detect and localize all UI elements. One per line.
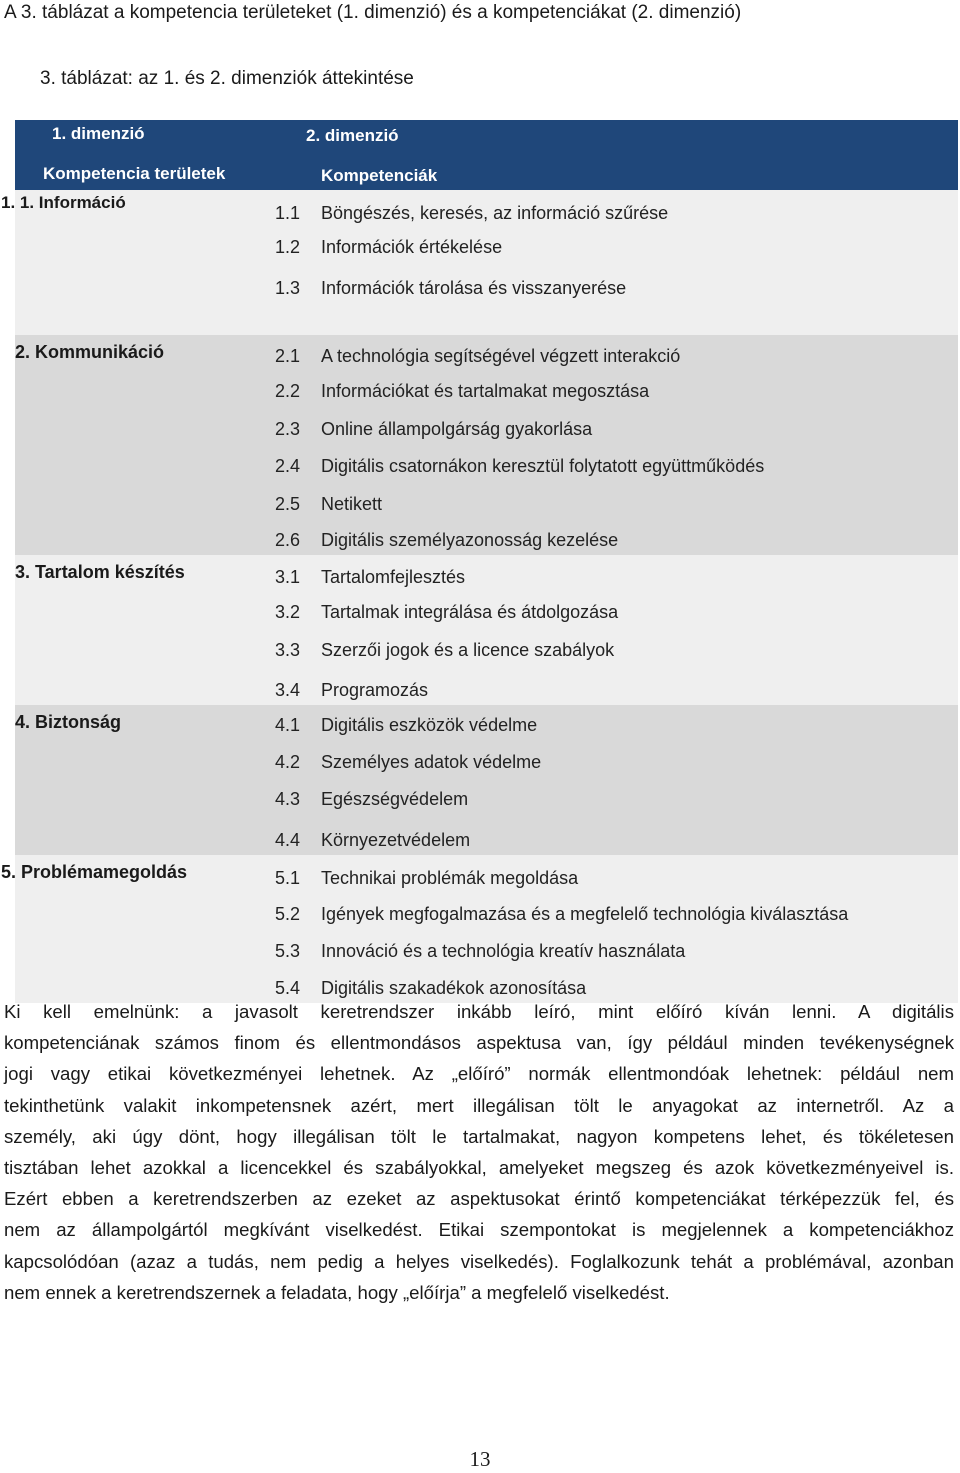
competence-row bbox=[15, 777, 958, 814]
area-group-safety bbox=[15, 705, 958, 855]
paragraph-line: nem ennek a keretrendszernek a feladata, hogy „előírja” a megfelelő viselkedést. bbox=[4, 1281, 670, 1303]
page-number: 13 bbox=[469, 1447, 491, 1471]
competence-text: Böngészés, keresés, az információ szűrése bbox=[321, 203, 669, 223]
header-competences: Kompetenciák bbox=[321, 166, 438, 185]
paragraph-line: személy, aki úgy dönt, hogy illegálisan tölt le tartalmakat, nagyon kompetens lehet, és tökéletesen bbox=[4, 1125, 954, 1147]
area-group-communication bbox=[15, 335, 958, 555]
competence-row bbox=[15, 627, 958, 665]
area-label: 3. Tartalom készítés bbox=[15, 562, 185, 582]
intro-text: A 3. táblázat a kompetencia területeket (1. dimenzió) és a kompetenciákat (2. dimenzió) bbox=[4, 2, 742, 23]
competence-text: Netikett bbox=[321, 494, 383, 514]
competence-text: Környezetvédelem bbox=[321, 830, 471, 850]
competence-text: Információkat és tartalmakat megosztása bbox=[321, 381, 650, 401]
area-group-problem-solving bbox=[1, 855, 958, 1003]
body-paragraph bbox=[4, 996, 954, 1308]
competence-row bbox=[15, 665, 958, 705]
competence-text: Technikai problémák megoldása bbox=[321, 868, 579, 888]
area-label: 5. Problémamegoldás bbox=[1, 862, 188, 882]
paragraph-line: tisztában lehet azokkal a licencekkel és szabályokkal, amelyeket megszeg és azok következményeivel is. bbox=[4, 1157, 954, 1179]
competence-text: Digitális eszközök védelme bbox=[321, 715, 538, 735]
competence-row bbox=[15, 335, 958, 371]
competence-number: 3.1 bbox=[275, 567, 301, 587]
competence-text: Digitális csatornákon keresztül folytatott együttműködés bbox=[321, 456, 765, 476]
competence-row bbox=[15, 262, 958, 303]
competence-row bbox=[15, 190, 958, 228]
header-dimension-2: 2. dimenzió bbox=[306, 126, 399, 145]
paragraph-line: tekinthetünk valakit inkompetensnek azért, mert illegálisan tölt le anyagokat az internetről. Az a bbox=[4, 1094, 954, 1116]
competence-row bbox=[15, 740, 958, 777]
competence-row bbox=[15, 555, 958, 592]
competence-number: 2.4 bbox=[275, 456, 301, 476]
competence-row bbox=[15, 228, 958, 262]
competence-row bbox=[15, 855, 958, 893]
competence-number: 3.3 bbox=[275, 640, 301, 660]
competence-number: 2.6 bbox=[275, 530, 301, 550]
paragraph-line: kompetenciának számos finom és ellentmondásos aspektusa van, így például minden tevékenységnek bbox=[4, 1032, 954, 1054]
competence-number: 4.4 bbox=[275, 830, 301, 850]
competence-row bbox=[15, 929, 958, 966]
competence-number: 2.3 bbox=[275, 419, 301, 439]
competence-text: Információk tárolása és visszanyerése bbox=[321, 278, 627, 298]
competence-number: 2.2 bbox=[275, 381, 301, 401]
area-label: 2. Kommunikáció bbox=[15, 342, 165, 362]
table-caption: 3. táblázat: az 1. és 2. dimenziók áttekintése bbox=[40, 68, 414, 89]
competence-row bbox=[15, 406, 958, 444]
competence-row bbox=[15, 481, 958, 519]
area-group-information bbox=[1, 190, 958, 335]
paragraph-line: kapcsolódóan (azaz a tudás, nem pedig a helyes viselkedés). Foglalkozunk tehát a problémával, azonban bbox=[4, 1250, 954, 1272]
competence-row bbox=[15, 519, 958, 555]
competence-number: 3.2 bbox=[275, 602, 301, 622]
competence-number: 5.2 bbox=[275, 904, 301, 924]
competence-text: Tartalmak integrálása és átdolgozása bbox=[321, 602, 619, 622]
paragraph-line: Ki kell emelnünk: a javasolt keretrendszer inkább leíró, mint előíró kíván lenni. A digitális bbox=[4, 1001, 954, 1022]
competence-number: 1.2 bbox=[275, 237, 301, 257]
competence-row bbox=[15, 371, 958, 406]
competence-text: Programozás bbox=[321, 680, 429, 700]
competence-number: 3.4 bbox=[275, 680, 301, 700]
header-dimension-1: 1. dimenzió bbox=[52, 124, 145, 143]
competence-text: Egészségvédelem bbox=[321, 789, 469, 809]
area-group-content-creation bbox=[15, 555, 958, 705]
area-label: 4. Biztonság bbox=[15, 712, 122, 732]
competence-text: Információk értékelése bbox=[321, 237, 503, 257]
competence-number: 5.3 bbox=[275, 941, 301, 961]
competence-text: Innováció és a technológia kreatív használata bbox=[321, 941, 686, 961]
competence-number: 1.3 bbox=[275, 278, 301, 298]
competence-text: Digitális személyazonosság kezelése bbox=[321, 530, 619, 550]
competence-text: Személyes adatok védelme bbox=[321, 752, 542, 772]
competence-number: 5.1 bbox=[275, 868, 301, 888]
competence-row bbox=[15, 893, 958, 929]
competence-row bbox=[15, 814, 958, 855]
competence-number: 2.5 bbox=[275, 494, 301, 514]
competence-text: A technológia segítségével végzett interakció bbox=[321, 346, 681, 366]
competence-number: 1.1 bbox=[275, 203, 301, 223]
paragraph-line: Ezért ebben a keretrendszerben az ezeket az aspektusokat érintő kompetenciákat térképezzük fel, és bbox=[4, 1188, 954, 1210]
competence-row bbox=[15, 592, 958, 627]
competence-number: 2.1 bbox=[275, 346, 301, 366]
paragraph-line: jogi vagy etikai következményei lehetnek. Az „előíró” normák ellentmondóak lehetnek: például nem bbox=[4, 1063, 954, 1085]
competence-number: 4.2 bbox=[275, 752, 301, 772]
competence-table bbox=[1, 120, 958, 1003]
competence-number: 4.1 bbox=[275, 715, 301, 735]
header-competence-areas: Kompetencia területek bbox=[43, 164, 226, 183]
competence-text: Igények megfogalmazása és a megfelelő technológia kiválasztása bbox=[321, 904, 849, 924]
competence-text: Digitális szakadékok azonosítása bbox=[321, 978, 587, 998]
competence-text: Tartalomfejlesztés bbox=[321, 567, 466, 587]
competence-row bbox=[15, 705, 958, 740]
area-label: 1. 1. Információ bbox=[1, 193, 126, 212]
paragraph-line: nem az állampolgártól megkívánt viselkedést. Etikai szempontokat is megjelennek a kompetenciákhoz bbox=[4, 1219, 954, 1241]
competence-number: 4.3 bbox=[275, 789, 301, 809]
competence-number: 5.4 bbox=[275, 978, 301, 998]
table-header bbox=[15, 120, 958, 190]
competence-text: Szerzői jogok és a licence szabályok bbox=[321, 640, 615, 660]
competence-text: Online állampolgárság gyakorlása bbox=[321, 419, 593, 439]
competence-row bbox=[15, 444, 958, 481]
